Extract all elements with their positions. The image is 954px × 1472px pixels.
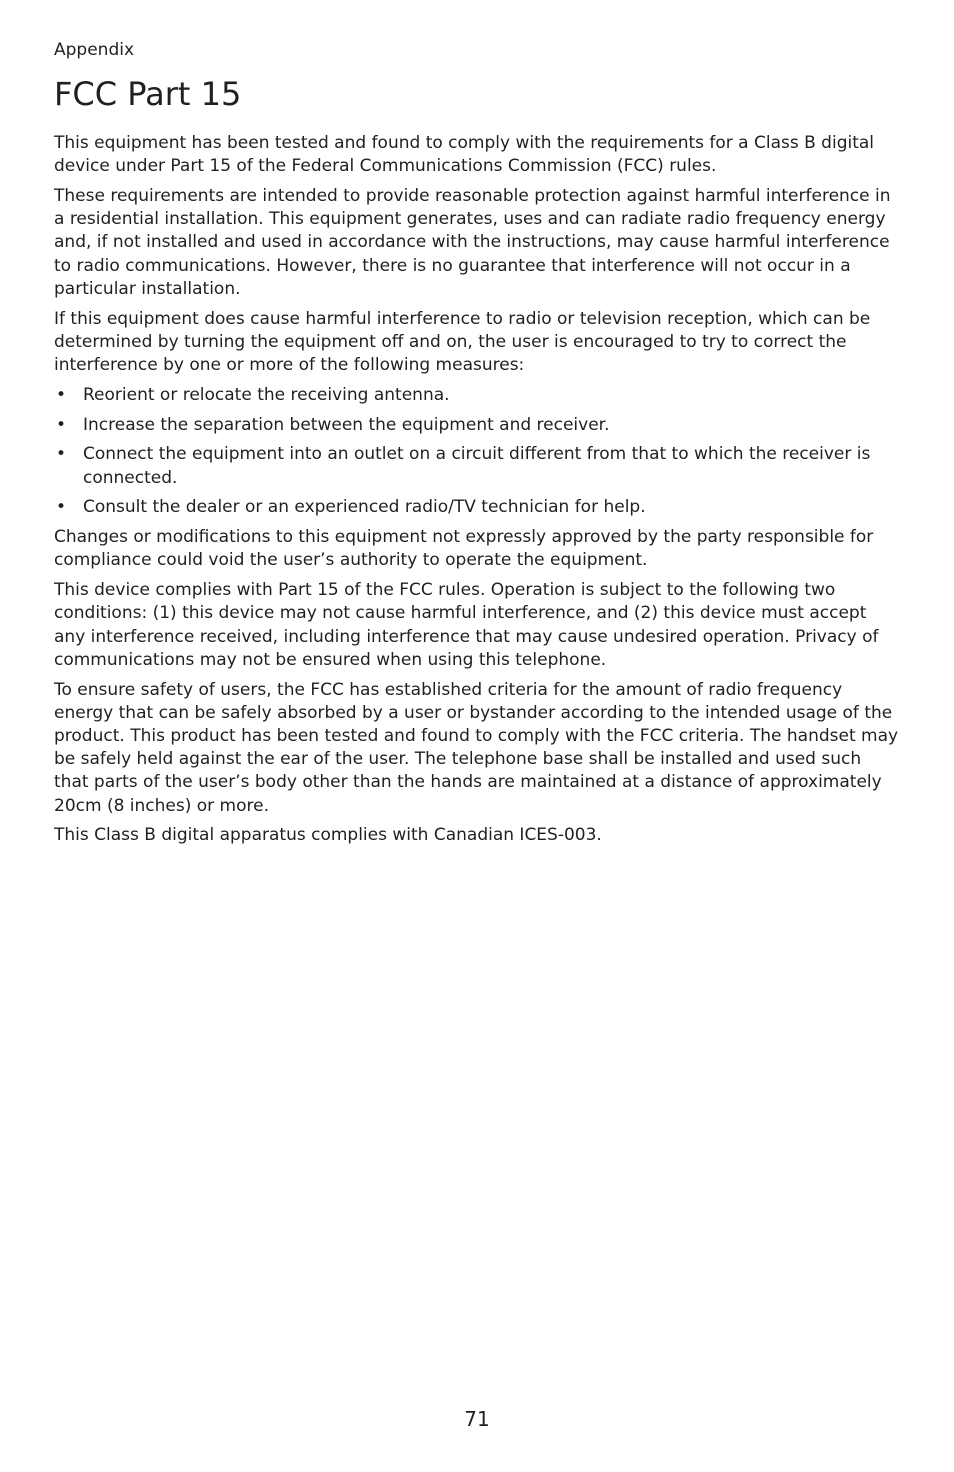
bullet-icon: • bbox=[56, 384, 67, 405]
section-label: Appendix bbox=[54, 40, 135, 60]
paragraph-requirements: These requirements are intended to provide reasonable protection against harmful interference in a residential installation. This equipment generates, uses and can radiate radio frequency energy and, if not installed and used in accordance with the instructions, may cause harmful interference to radio communications. However, there is no guarantee that interference will not occur in a particular installation. bbox=[54, 186, 891, 299]
list-item bbox=[54, 384, 900, 407]
paragraph-test-compliance: This equipment has been tested and found to comply with the requirements for a Class B digital device under Part 15 of the Federal Communications Commission (FCC) rules. bbox=[54, 133, 875, 177]
paragraph-operating-conditions: This device complies with Part 15 of the FCC rules. Operation is subject to the following two conditions: (1) this device may not cause harmful interference, and (2) this device must accept any interference received, including interference that may cause undesired operation. Privacy of communications may not be ensured when using this telephone. bbox=[54, 580, 879, 670]
paragraph-rf-safety: To ensure safety of users, the FCC has established criteria for the amount of radio frequency energy that can be safely absorbed by a user or bystander according to the intended usage of the product. This product has been tested and found to comply with the FCC criteria. The handset may be safely held against the ear of the user. The telephone base shall be installed and used such that parts of the user’s body other than the hands are maintained at a distance of approximately 20cm (8 inches) or more. bbox=[54, 679, 899, 816]
body-text bbox=[54, 132, 900, 854]
list-item bbox=[54, 496, 900, 519]
page-number: 71 bbox=[464, 1407, 490, 1431]
measures-list bbox=[54, 384, 900, 520]
list-item-text: Connect the equipment into an outlet on a circuit different from that to which the receiver is connected. bbox=[83, 444, 871, 488]
paragraph-interference-measures: If this equipment does cause harmful interference to radio or television reception, which can be determined by turning the equipment off and on, the user is encouraged to try to correct the interference by one or more of the following measures: bbox=[54, 308, 871, 376]
paragraph-modifications: Changes or modifications to this equipment not expressly approved by the party responsible for compliance could void the user’s authority to operate the equipment. bbox=[54, 527, 874, 571]
list-item-text: Reorient or relocate the receiving antenna. bbox=[83, 384, 450, 405]
list-item-text: Consult the dealer or an experienced radio/TV technician for help. bbox=[83, 497, 646, 518]
bullet-icon: • bbox=[56, 444, 67, 465]
list-item bbox=[54, 414, 900, 437]
list-item-text: Increase the separation between the equipment and receiver. bbox=[83, 414, 610, 435]
list-item bbox=[54, 443, 900, 489]
paragraph-ices-003: This Class B digital apparatus complies with Canadian ICES-003. bbox=[54, 825, 602, 846]
bullet-icon: • bbox=[56, 414, 67, 435]
page-title: FCC Part 15 bbox=[54, 75, 242, 113]
bullet-icon: • bbox=[56, 497, 67, 518]
